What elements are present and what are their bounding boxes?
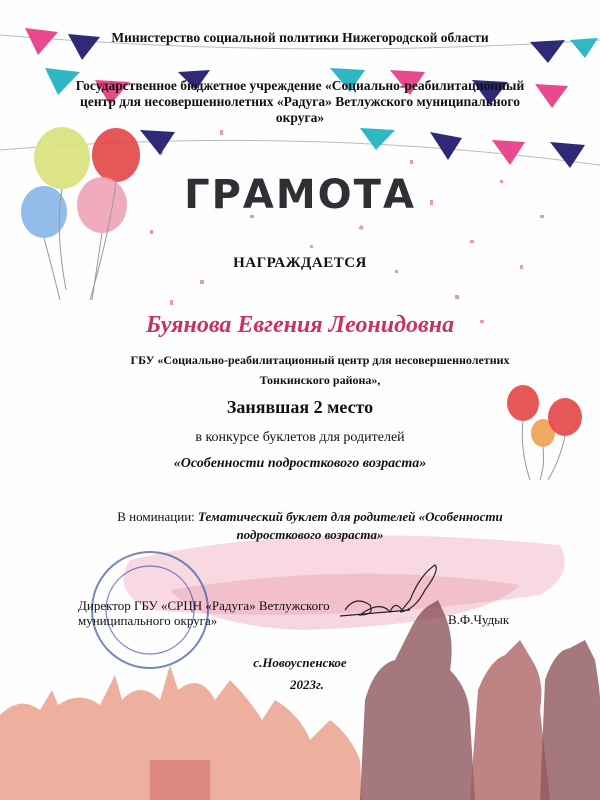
recipient-organization: ГБУ «Социально-реабилитационный центр для несовершеннолетних Тонкинского района», xyxy=(130,353,510,387)
institution-heading: Государственное бюджетное учреждение «Социально-реабилитационный центр для несовершеннолетних «Радуга» Ветлужского муниципального округа» xyxy=(75,78,525,125)
achievement-text: Занявшая 2 место xyxy=(226,397,374,417)
nomination-label: В номинации: xyxy=(117,509,195,524)
director-title: Директор ГБУ «СРЦН «Радуга» Ветлужского муниципального округа» xyxy=(78,598,330,628)
contest-name: «Особенности подросткового возраста» xyxy=(173,456,427,471)
city-text: с.Новоуспенское xyxy=(253,655,347,670)
nomination-value: Тематический буклет для родителей «Особенности подросткового возраста» xyxy=(198,509,503,542)
recipient-name: Буянова Евгения Леонидовна xyxy=(145,312,455,338)
director-name: В.Ф.Чудык xyxy=(448,612,510,627)
awarded-label: НАГРАЖДАЕТСЯ xyxy=(233,255,367,271)
confetti xyxy=(150,130,544,323)
certificate-title: ГРАМОТА xyxy=(184,172,416,218)
year-text: 2023г. xyxy=(290,677,324,692)
nomination-block xyxy=(90,508,530,544)
ministry-heading: Министерство социальной политики Нижегородской области xyxy=(111,30,489,45)
contest-text: в конкурсе буклетов для родителей xyxy=(195,430,405,445)
